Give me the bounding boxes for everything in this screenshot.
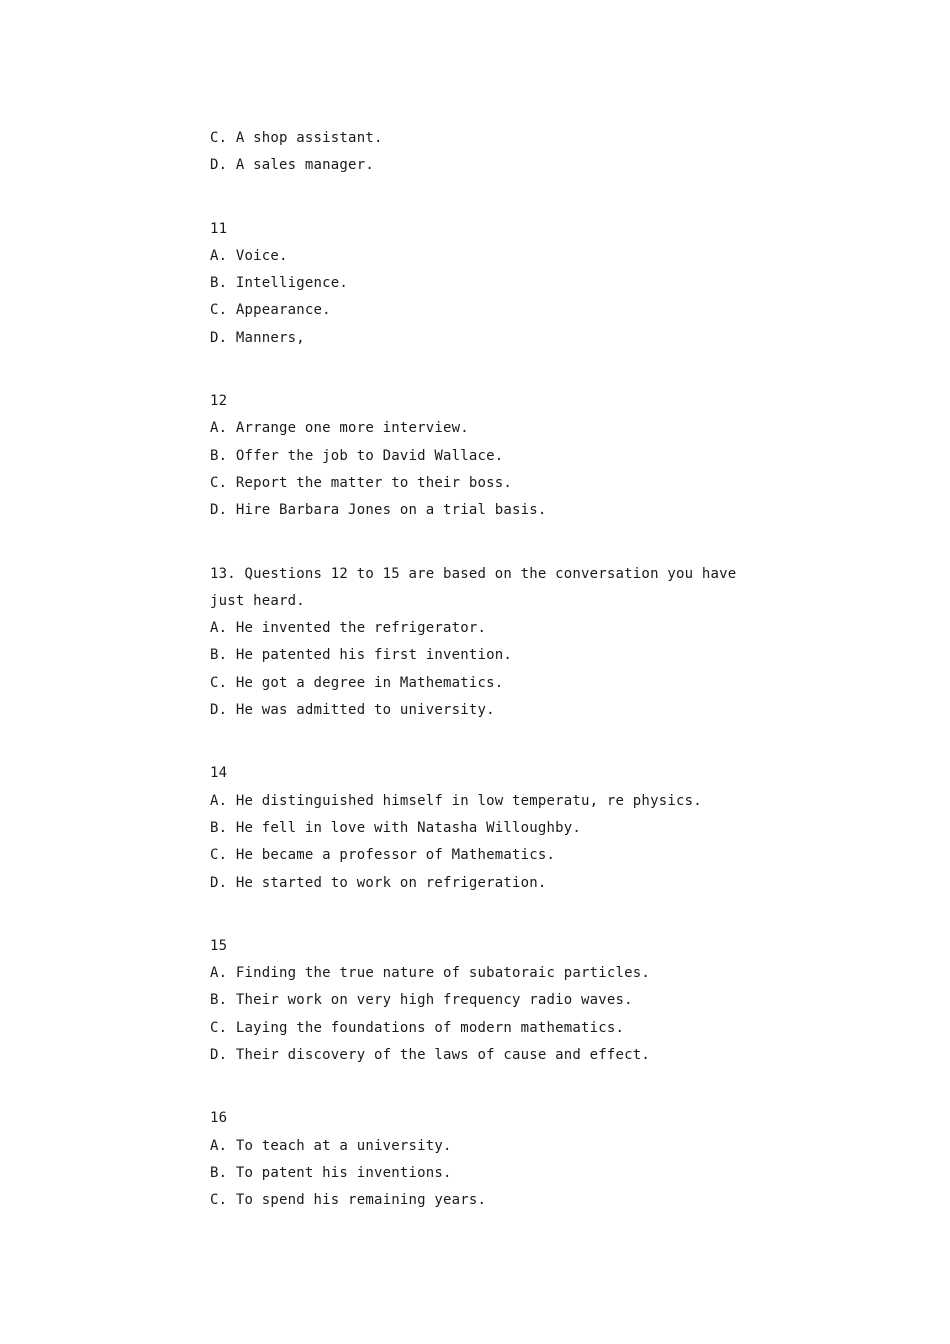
option-d: D. Their discovery of the laws of cause and effect. xyxy=(210,1047,651,1064)
question-16 xyxy=(210,1105,730,1214)
option-c: C. Laying the foundations of modern mathematics. xyxy=(210,1019,625,1036)
option-c: C. Report the matter to their boss. xyxy=(210,474,513,491)
option-c: C. He became a professor of Mathematics. xyxy=(210,847,556,864)
option-d: D. He was admitted to university. xyxy=(210,702,495,719)
question-stem: 13. Questions 12 to 15 are based on the conversation you have xyxy=(210,565,737,582)
option-c: C. To spend his remaining years. xyxy=(210,1192,487,1209)
option-b: B. Intelligence. xyxy=(210,275,349,292)
question-number: 16 xyxy=(210,1110,228,1127)
option-c: C. He got a degree in Mathematics. xyxy=(210,674,504,691)
question-stem-continued: just heard. xyxy=(210,592,305,609)
document-page xyxy=(210,125,737,1215)
question-number: 12 xyxy=(210,393,228,410)
option-b: B. Offer the job to David Wallace. xyxy=(210,447,504,464)
option-d: D. He started to work on refrigeration. xyxy=(210,874,547,891)
option-b: B. To patent his inventions. xyxy=(210,1164,452,1181)
question-number: 14 xyxy=(210,765,228,782)
option-b: B. He fell in love with Natasha Willoughby. xyxy=(210,819,582,836)
question-15 xyxy=(210,933,730,1069)
option-a: A. To teach at a university. xyxy=(210,1137,452,1154)
option-a: A. He invented the refrigerator. xyxy=(210,620,487,637)
option-b: B. He patented his first invention. xyxy=(210,647,513,664)
option-d: D. A sales manager. xyxy=(210,157,374,174)
question-14 xyxy=(210,760,730,896)
option-d: D. Manners, xyxy=(210,329,305,346)
option-b: B. Their work on very high frequency radio waves. xyxy=(210,992,633,1009)
option-a: A. He distinguished himself in low temperatu, re physics. xyxy=(210,792,702,809)
question-12 xyxy=(210,388,730,524)
question-11 xyxy=(210,216,730,352)
leading-options xyxy=(210,125,730,180)
option-a: A. Finding the true nature of subatoraic particles. xyxy=(210,965,651,982)
question-13 xyxy=(210,561,737,725)
option-a: A. Voice. xyxy=(210,247,288,264)
option-a: A. Arrange one more interview. xyxy=(210,420,469,437)
option-d: D. Hire Barbara Jones on a trial basis. xyxy=(210,502,547,519)
question-number: 11 xyxy=(210,220,228,237)
question-number: 15 xyxy=(210,937,228,954)
option-c: C. Appearance. xyxy=(210,302,331,319)
option-c: C. A shop assistant. xyxy=(210,130,383,146)
